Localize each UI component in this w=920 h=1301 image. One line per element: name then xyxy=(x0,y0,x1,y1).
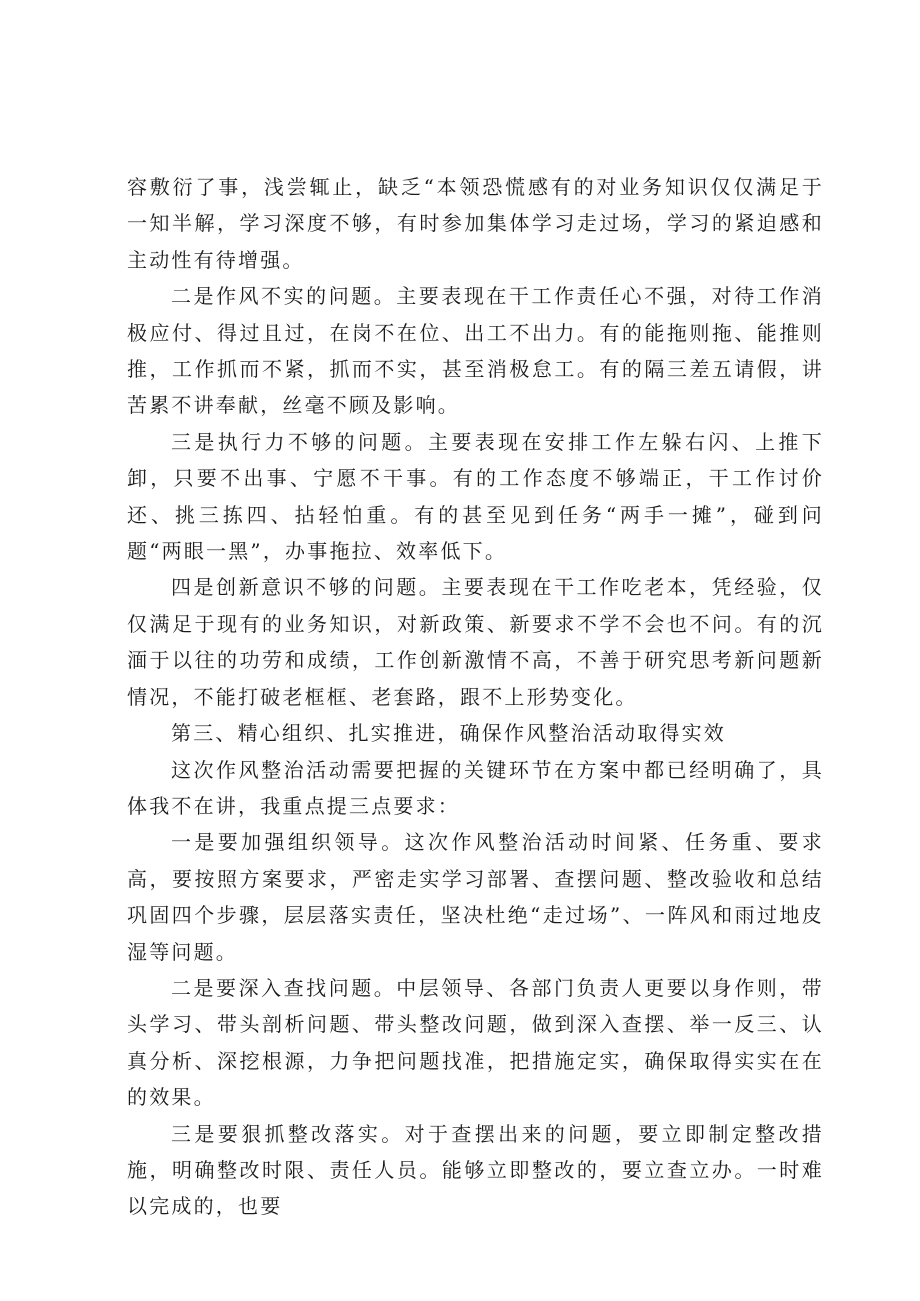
paragraph-requirement-leadership: 一是要加强组织领导。这次作风整治活动时间紧、任务重、要求高，要按照方案要求，严密走实学习部署、查摆问题、整改验收和总结巩固四个步骤，层层落实责任，坚决杜绝“走过场”、一阵风和雨过地皮湿等问题。 xyxy=(127,830,824,964)
paragraph-problem-work-style: 二是作风不实的问题。主要表现在干工作责任心不强，对待工作消极应付、得过且过，在岗不在位、出工不出力。有的能拖则拖、能推则推，工作抓而不紧，抓而不实，甚至消极怠工。有的隔三差五请假，讲苦累不讲奉献，丝毫不顾及影响。 xyxy=(127,284,824,418)
paragraph-continuation: 容敷衍了事，浅尝辄止，缺乏“本领恐慌感有的对业务知识仅仅满足于一知半解，学习深度不够，有时参加集体学习走过场，学习的紧迫感和主动性有待增强。 xyxy=(127,175,824,272)
paragraph-requirement-rectification: 三是要狠抓整改落实。对于查摆出来的问题，要立即制定整改措施，明确整改时限、责任人员。能够立即整改的，要立查立办。一时难以完成的，也要 xyxy=(127,1121,824,1219)
paragraph-requirements-intro: 这次作风整治活动需要把握的关键环节在方案中都已经明确了，具体我不在讲，我重点提三点要求： xyxy=(127,757,824,818)
paragraph-problem-innovation: 四是创新意识不够的问题。主要表现在干工作吃老本，凭经验，仅仅满足于现有的业务知识，对新政策、新要求不学不会也不问。有的沉湎于以往的功劳和成绩，工作创新激情不高，不善于研究思考新问题新情况，不能打破老框框、老套路，跟不上形势变化。 xyxy=(127,575,824,709)
paragraph-problem-execution: 三是执行力不够的问题。主要表现在安排工作左躲右闪、上推下卸，只要不出事、宁愿不干事。有的工作态度不够端正，干工作讨价还、挑三拣四、拈轻怕重。有的甚至见到任务“两手一摊”，碰到问题“两眼一黑”，办事拖拉、效率低下。 xyxy=(127,429,824,564)
paragraph-requirement-find-problems: 二是要深入查找问题。中层领导、各部门负责人更要以身作则，带头学习、带头剖析问题、带头整改问题，做到深入查摆、举一反三、认真分析、深挖根源，力争把问题找准，把措施定实，确保取得实实在在的效果。 xyxy=(127,975,824,1110)
document-body xyxy=(127,169,824,1225)
section-heading-third: 第三、精心组织、扎实推进，确保作风整治活动取得实效 xyxy=(171,721,726,746)
